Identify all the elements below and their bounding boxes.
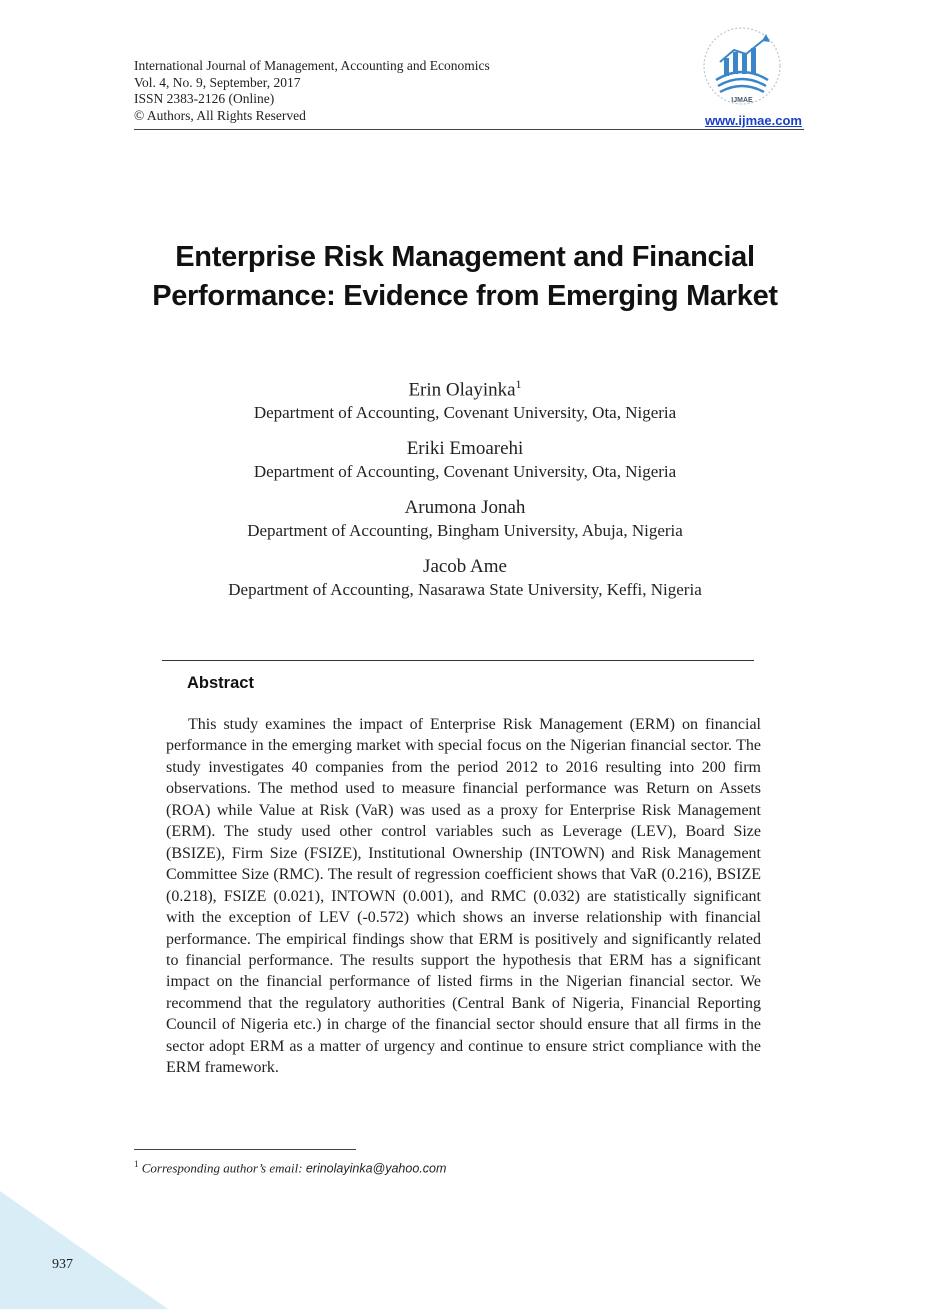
- abstract-heading: Abstract: [187, 674, 254, 692]
- abstract-divider: [162, 660, 754, 661]
- footnote-email: erinolayinka@yahoo.com: [305, 1161, 447, 1176]
- author-name: Eriki Emoarehi: [406, 438, 524, 460]
- author-name: Erin Olayinka$^1$: [408, 377, 522, 401]
- journal-volume: Vol. 4, No. 9, September, 2017: [134, 74, 301, 90]
- footnote-divider: [134, 1149, 356, 1150]
- abstract-text: This study examines the impact of Enterprise Risk Management (ERM) on financial performance in the emerging market with special focus on the Nigerian financial sector. The study investigates 40 companies from the period 2012 to 2016 resulting into 200 firm observations. The method used to measure financial performance was Return on Assets (ROA) while Value at Risk (VaR) was used as a proxy for Enterprise Risk Management (ERM). The study used other control variables such as Leverage (LEV), Board Size (BSIZE), Firm Size (FSIZE), Institutional Ownership (INTOWN) and Risk Management Committee Size (RMC). The result of regression coefficient shows that VaR (0.216), BSIZE (0.218), FSIZE (0.021), INTOWN (0.001), and RMC (0.032) are statistically significant with the exception of LEV (-0.572) which shows an inverse relationship with financial performance. The empirical findings show that ERM is positively and significantly related to financial performance. The results support the hypothesis that ERM has a significant impact on the financial performance of listed firms in the Nigerian financial sector. We recommend that the regulatory authorities (Central Bank of Nigeria, Financial Reporting Council of Nigeria etc.) in charge of the financial sector should ensure that all firms in the sector adopt ERM as a matter of urgency and continue to ensure strict compliance with the ERM framework.: [166, 716, 761, 1077]
- footnote-marker: 1: [134, 1159, 139, 1169]
- journal-website-link[interactable]: www.ijmae.com: [704, 113, 802, 128]
- journal-rights: © Authors, All Rights Reserved: [134, 107, 306, 123]
- paper-title: [120, 238, 810, 316]
- footnote-label: Corresponding author’s email:: [141, 1160, 303, 1176]
- journal-name: International Journal of Management, Accounting and Economics: [134, 58, 490, 73]
- author-affiliation: Department of Accounting, Covenant University, Ota, Nigeria: [253, 462, 677, 482]
- author-affiliation: Department of Accounting, Nasarawa State University, Keffi, Nigeria: [228, 580, 702, 600]
- author-affiliation: Department of Accounting, Covenant University, Ota, Nigeria: [253, 403, 677, 423]
- logo-text: IJMAE: [731, 97, 753, 104]
- journal-logo-icon: [694, 24, 790, 110]
- author-list: [120, 372, 810, 614]
- author-footnote-marker: 1: [515, 377, 522, 391]
- header-divider: [134, 129, 804, 130]
- title-line-1: Enterprise Risk Management and Financial: [175, 241, 755, 273]
- author-name: Arumona Jonah: [404, 497, 526, 519]
- journal-issn: ISSN 2383-2126 (Online): [134, 91, 275, 106]
- page-number: 937: [52, 1257, 73, 1272]
- title-line-2: Performance: Evidence from Emerging Market: [152, 280, 778, 312]
- footnote: [134, 1159, 446, 1176]
- author-name: Jacob Ame: [423, 556, 507, 578]
- corner-decoration: [0, 1119, 250, 1309]
- author-affiliation: Department of Accounting, Bingham University, Abuja, Nigeria: [247, 521, 683, 541]
